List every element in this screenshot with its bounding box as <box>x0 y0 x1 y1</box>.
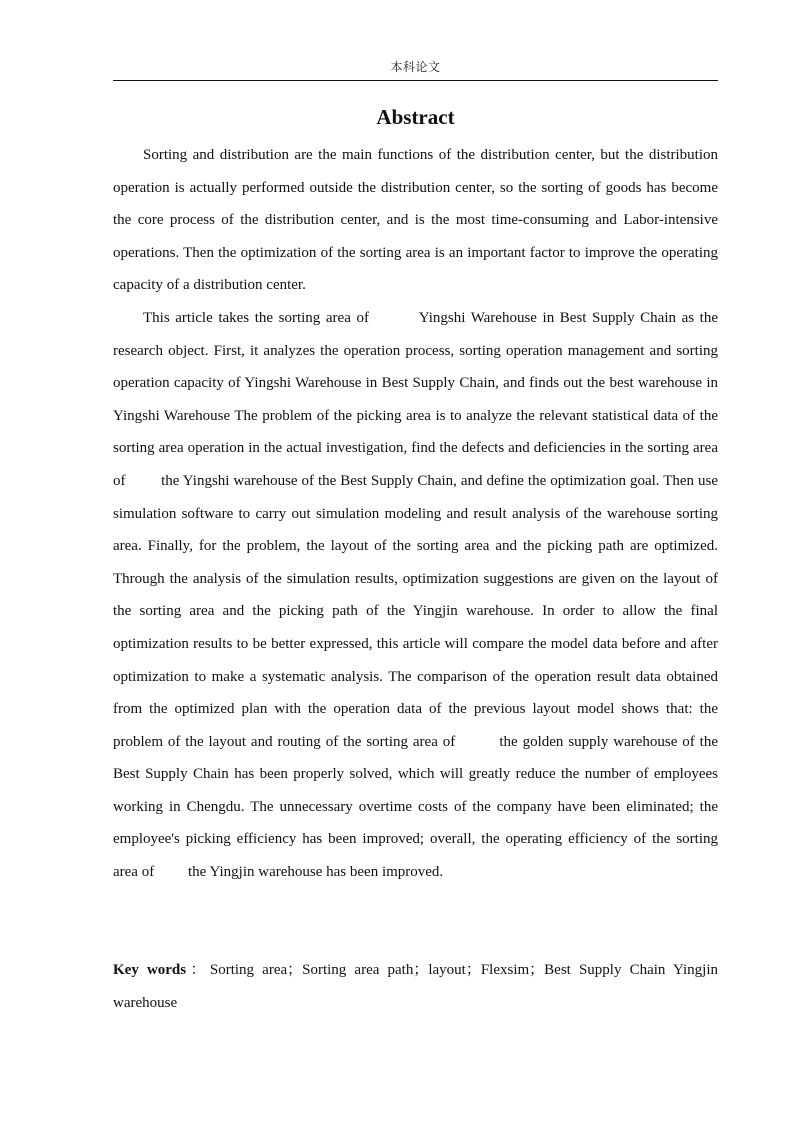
keywords-label: Key words <box>113 962 187 978</box>
abstract-paragraph-2: This article takes the sorting area of Yingshi Warehouse in Best Supply Chain as the research object. First, it analyzes the operation process, sorting operation management and sorting operation capacity of Yingshi Warehouse in Best Supply Chain, and finds out the best warehouse in Yingshi Warehouse The problem of the picking area is to analyze the relevant statistical data of the sorting area operation in the actual investigation, find the defects and deficiencies in the sorting area of the Yingshi warehouse of the Best Supply Chain, and define the optimization goal. Then use simulation software to carry out simulation modeling and result analysis of the warehouse sorting area. Finally, for the problem, the layout of the sorting area and the picking path are optimized. Through the analysis of the simulation results, optimization suggestions are given on the layout of the sorting area and the picking path of the Yingjin warehouse. In order to allow the final optimization results to be better expressed, this article will compare the model data before and after optimization to make a systematic analysis. The comparison of the operation result data obtained from the optimized plan with the operation data of the previous layout model shows that: the problem of the layout and routing of the sorting area of the golden supply warehouse of the Best Supply Chain has been properly solved, which will greatly reduce the number of employees working in Chengdu. The unnecessary overtime costs of the company have been eliminated; the employee's picking efficiency has been improved; overall, the operating efficiency of the sorting area of the Yingjin warehouse has been improved. <box>113 309 718 881</box>
abstract-body <box>113 139 718 889</box>
abstract-paragraph-1: Sorting and distribution are the main functions of the distribution center, but the distribution operation is actually performed outside the distribution center, so the sorting of goods has become the core process of the distribution center, and is the most time-consuming and Labor-intensive operations. Then the optimization of the sorting area is an important factor to improve the operating capacity of a distribution center. <box>113 147 718 294</box>
keywords-line <box>113 954 718 1019</box>
keywords-text: ：Sorting area；Sorting area path；layout；Flexsim；Best Supply Chain Yingjin warehouse <box>113 962 718 1011</box>
running-header: 本科论文 <box>390 60 441 74</box>
header-rule <box>113 80 718 81</box>
abstract-title: Abstract <box>376 105 455 129</box>
